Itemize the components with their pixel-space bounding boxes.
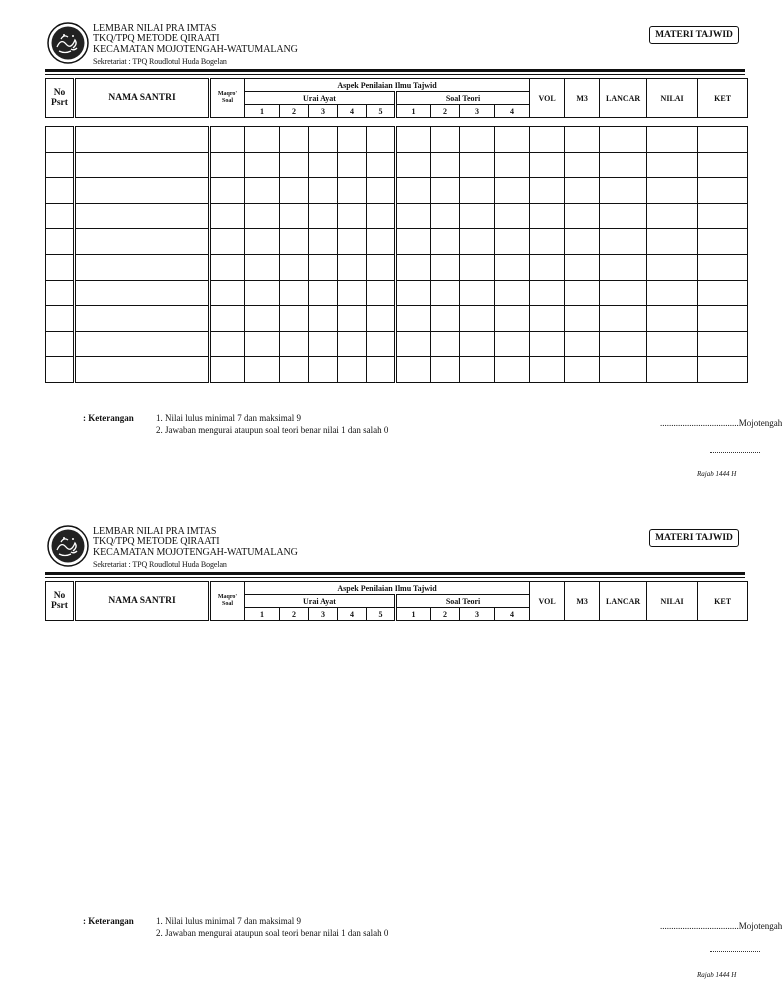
table-cell [338, 203, 367, 229]
table-cell [210, 331, 245, 357]
header-rule [45, 572, 745, 575]
materi-badge: MATERI TAJWID [649, 529, 739, 547]
table-cell [431, 331, 460, 357]
table-cell [280, 280, 309, 306]
table-cell [210, 178, 245, 204]
header-rule [45, 69, 745, 72]
table-cell [396, 178, 431, 204]
table-cell [530, 280, 565, 306]
table-cell [460, 306, 495, 332]
table-cell [245, 357, 280, 383]
table-cell [75, 152, 210, 178]
signature-place: ...................................Mojotengah [660, 418, 782, 428]
table-cell [245, 254, 280, 280]
table-row [46, 178, 748, 204]
keterangan-item-2: 2. Jawaban mengurai ataupun soal teori benar nilai 1 dan salah 0 [156, 425, 389, 435]
table-cell [309, 254, 338, 280]
keterangan-label: : Keterangan [83, 916, 134, 926]
signature-date: Rajab 1444 H [697, 971, 737, 979]
soal-num: 1 [396, 608, 431, 621]
table-cell [367, 254, 396, 280]
urai-num: 1 [245, 105, 280, 118]
table-cell [309, 357, 338, 383]
table-cell [309, 152, 338, 178]
col-no-psrt: No Psrt [46, 79, 75, 118]
table-cell [431, 280, 460, 306]
urai-num: 3 [309, 105, 338, 118]
table-cell [530, 357, 565, 383]
table-cell [600, 152, 647, 178]
table-cell [647, 254, 698, 280]
keterangan-item-1: 1. Nilai lulus minimal 7 dan maksimal 9 [156, 413, 301, 423]
table-cell [530, 152, 565, 178]
table-cell [530, 306, 565, 332]
table-cell [647, 280, 698, 306]
table-cell [565, 229, 600, 255]
table-cell [367, 306, 396, 332]
table-cell [565, 152, 600, 178]
urai-num: 1 [245, 608, 280, 621]
table-cell [338, 178, 367, 204]
table-cell [46, 357, 75, 383]
table-cell [46, 203, 75, 229]
table-cell [367, 357, 396, 383]
table-cell [210, 306, 245, 332]
col-maqro-soal: Maqro' Soal [210, 582, 245, 621]
urai-num: 5 [367, 105, 396, 118]
signature-line [710, 951, 760, 952]
table-cell [75, 306, 210, 332]
table-cell [75, 203, 210, 229]
table-cell [565, 306, 600, 332]
soal-num: 2 [431, 608, 460, 621]
table-cell [338, 331, 367, 357]
table-cell [245, 331, 280, 357]
table-cell [396, 254, 431, 280]
table-cell [280, 152, 309, 178]
score-table-header [45, 78, 748, 118]
table-cell [280, 178, 309, 204]
table-cell [647, 127, 698, 153]
table-cell [396, 331, 431, 357]
table-cell [698, 229, 748, 255]
score-table-header [45, 581, 748, 621]
table-cell [565, 203, 600, 229]
table-cell [280, 254, 309, 280]
table-cell [245, 127, 280, 153]
table-cell [600, 306, 647, 332]
table-cell [431, 127, 460, 153]
col-soal-teori: Soal Teori [396, 92, 530, 105]
table-cell [565, 331, 600, 357]
table-cell [698, 254, 748, 280]
materi-badge: MATERI TAJWID [649, 26, 739, 44]
table-cell [698, 178, 748, 204]
col-soal-teori: Soal Teori [396, 595, 530, 608]
table-cell [46, 280, 75, 306]
table-cell [647, 331, 698, 357]
table-cell [698, 203, 748, 229]
table-cell [309, 178, 338, 204]
soal-num: 4 [495, 105, 530, 118]
col-ket: KET [698, 582, 748, 621]
table-cell [210, 254, 245, 280]
table-cell [495, 178, 530, 204]
table-cell [600, 280, 647, 306]
table-cell [210, 357, 245, 383]
table-cell [210, 152, 245, 178]
table-cell [338, 306, 367, 332]
table-cell [530, 229, 565, 255]
table-cell [495, 357, 530, 383]
table-cell [245, 152, 280, 178]
urai-num: 3 [309, 608, 338, 621]
table-cell [647, 229, 698, 255]
table-cell [46, 254, 75, 280]
qiraati-logo-icon [47, 525, 89, 567]
table-cell [210, 127, 245, 153]
score-sheet-2 [0, 503, 782, 1006]
urai-num: 4 [338, 105, 367, 118]
table-cell [309, 280, 338, 306]
table-cell [460, 254, 495, 280]
table-cell [565, 254, 600, 280]
table-cell [338, 254, 367, 280]
table-cell [338, 127, 367, 153]
table-cell [75, 127, 210, 153]
signature-line [710, 452, 760, 453]
table-cell [530, 203, 565, 229]
table-cell [367, 127, 396, 153]
table-cell [600, 127, 647, 153]
table-cell [495, 254, 530, 280]
table-cell [367, 280, 396, 306]
col-no-psrt: No Psrt [46, 582, 75, 621]
table-cell [396, 306, 431, 332]
table-cell [396, 229, 431, 255]
table-cell [245, 178, 280, 204]
table-cell [647, 178, 698, 204]
table-cell [245, 306, 280, 332]
table-cell [396, 203, 431, 229]
col-vol: VOL [530, 79, 565, 118]
urai-num: 4 [338, 608, 367, 621]
table-cell [431, 178, 460, 204]
table-cell [698, 280, 748, 306]
table-row [46, 152, 748, 178]
table-cell [565, 280, 600, 306]
table-cell [431, 203, 460, 229]
signature-place: ...................................Mojotengah [660, 921, 782, 931]
table-cell [210, 280, 245, 306]
table-cell [46, 127, 75, 153]
col-vol: VOL [530, 582, 565, 621]
col-nama-santri: NAMA SANTRI [75, 582, 210, 621]
table-cell [367, 203, 396, 229]
table-cell [245, 203, 280, 229]
table-cell [280, 331, 309, 357]
table-cell [280, 229, 309, 255]
table-cell [75, 178, 210, 204]
col-urai-ayat: Urai Ayat [245, 595, 396, 608]
col-aspek: Aspek Penilaian Ilmu Tajwid [245, 582, 530, 595]
qiraati-logo-icon [47, 22, 89, 64]
table-cell [460, 178, 495, 204]
table-cell [280, 357, 309, 383]
table-cell [431, 306, 460, 332]
table-cell [495, 331, 530, 357]
table-cell [460, 280, 495, 306]
urai-num: 2 [280, 105, 309, 118]
score-sheet-1 [0, 0, 782, 500]
soal-num: 2 [431, 105, 460, 118]
table-cell [309, 306, 338, 332]
header-method: TKQ/TPQ METODE QIRAATI [93, 33, 220, 44]
col-m3: M3 [565, 582, 600, 621]
table-cell [46, 152, 75, 178]
table-cell [280, 203, 309, 229]
table-cell [338, 152, 367, 178]
table-cell [431, 357, 460, 383]
col-nilai: NILAI [647, 79, 698, 118]
soal-num: 3 [460, 608, 495, 621]
col-ket: KET [698, 79, 748, 118]
table-cell [309, 331, 338, 357]
table-cell [309, 203, 338, 229]
soal-num: 4 [495, 608, 530, 621]
table-cell [46, 331, 75, 357]
table-cell [396, 152, 431, 178]
table-cell [530, 254, 565, 280]
urai-num: 5 [367, 608, 396, 621]
header-rule-thin [45, 74, 745, 75]
col-lancar: LANCAR [600, 582, 647, 621]
header-district: KECAMATAN MOJOTENGAH-WATUMALANG [93, 547, 298, 558]
table-cell [280, 306, 309, 332]
col-m3: M3 [565, 79, 600, 118]
table-cell [431, 152, 460, 178]
score-table-body [45, 126, 748, 383]
table-cell [75, 254, 210, 280]
header-title: LEMBAR NILAI PRA IMTAS [93, 526, 217, 537]
table-cell [460, 357, 495, 383]
table-cell [530, 178, 565, 204]
col-urai-ayat: Urai Ayat [245, 92, 396, 105]
table-cell [431, 254, 460, 280]
table-cell [245, 229, 280, 255]
table-cell [647, 357, 698, 383]
table-cell [460, 152, 495, 178]
table-row [46, 357, 748, 383]
table-cell [495, 152, 530, 178]
table-cell [245, 280, 280, 306]
urai-num: 2 [280, 608, 309, 621]
header-district: KECAMATAN MOJOTENGAH-WATUMALANG [93, 44, 298, 55]
col-lancar: LANCAR [600, 79, 647, 118]
table-cell [46, 178, 75, 204]
table-cell [460, 331, 495, 357]
col-nama-santri: NAMA SANTRI [75, 79, 210, 118]
keterangan-label: : Keterangan [83, 413, 134, 423]
table-row [46, 127, 748, 153]
table-cell [600, 203, 647, 229]
table-row [46, 280, 748, 306]
header-method: TKQ/TPQ METODE QIRAATI [93, 536, 220, 547]
table-cell [338, 280, 367, 306]
table-cell [600, 229, 647, 255]
table-cell [338, 229, 367, 255]
table-cell [698, 127, 748, 153]
table-cell [431, 229, 460, 255]
table-cell [75, 331, 210, 357]
table-cell [460, 229, 495, 255]
table-cell [530, 127, 565, 153]
table-cell [495, 127, 530, 153]
table-row [46, 306, 748, 332]
table-cell [75, 229, 210, 255]
table-cell [338, 357, 367, 383]
header-title: LEMBAR NILAI PRA IMTAS [93, 23, 217, 34]
table-cell [210, 203, 245, 229]
table-cell [367, 152, 396, 178]
table-cell [600, 178, 647, 204]
header-secretariat: Sekretariat : TPQ Roudlotul Huda Bogelan [93, 560, 227, 569]
table-cell [309, 127, 338, 153]
table-cell [647, 203, 698, 229]
table-cell [495, 203, 530, 229]
col-aspek: Aspek Penilaian Ilmu Tajwid [245, 79, 530, 92]
table-cell [46, 229, 75, 255]
table-cell [396, 280, 431, 306]
table-cell [495, 306, 530, 332]
table-cell [647, 306, 698, 332]
table-row [46, 254, 748, 280]
table-cell [210, 229, 245, 255]
table-cell [75, 280, 210, 306]
table-cell [396, 127, 431, 153]
keterangan-item-1: 1. Nilai lulus minimal 7 dan maksimal 9 [156, 916, 301, 926]
col-nilai: NILAI [647, 582, 698, 621]
keterangan-item-2: 2. Jawaban mengurai ataupun soal teori benar nilai 1 dan salah 0 [156, 928, 389, 938]
table-cell [396, 357, 431, 383]
table-cell [495, 280, 530, 306]
table-cell [367, 331, 396, 357]
table-cell [460, 127, 495, 153]
soal-num: 3 [460, 105, 495, 118]
table-cell [565, 178, 600, 204]
header-rule-thin [45, 577, 745, 578]
table-cell [600, 254, 647, 280]
table-cell [460, 203, 495, 229]
table-cell [530, 331, 565, 357]
table-cell [309, 229, 338, 255]
table-cell [495, 229, 530, 255]
table-cell [565, 357, 600, 383]
table-row [46, 229, 748, 255]
table-row [46, 331, 748, 357]
table-cell [698, 306, 748, 332]
signature-date: Rajab 1444 H [697, 470, 737, 478]
table-cell [698, 357, 748, 383]
table-cell [280, 127, 309, 153]
table-cell [46, 306, 75, 332]
table-cell [565, 127, 600, 153]
header-secretariat: Sekretariat : TPQ Roudlotul Huda Bogelan [93, 57, 227, 66]
col-maqro-soal: Maqro' Soal [210, 79, 245, 118]
table-cell [75, 357, 210, 383]
table-row [46, 203, 748, 229]
table-cell [367, 178, 396, 204]
table-cell [600, 357, 647, 383]
table-cell [698, 331, 748, 357]
table-cell [647, 152, 698, 178]
table-cell [600, 331, 647, 357]
soal-num: 1 [396, 105, 431, 118]
table-cell [367, 229, 396, 255]
table-cell [698, 152, 748, 178]
